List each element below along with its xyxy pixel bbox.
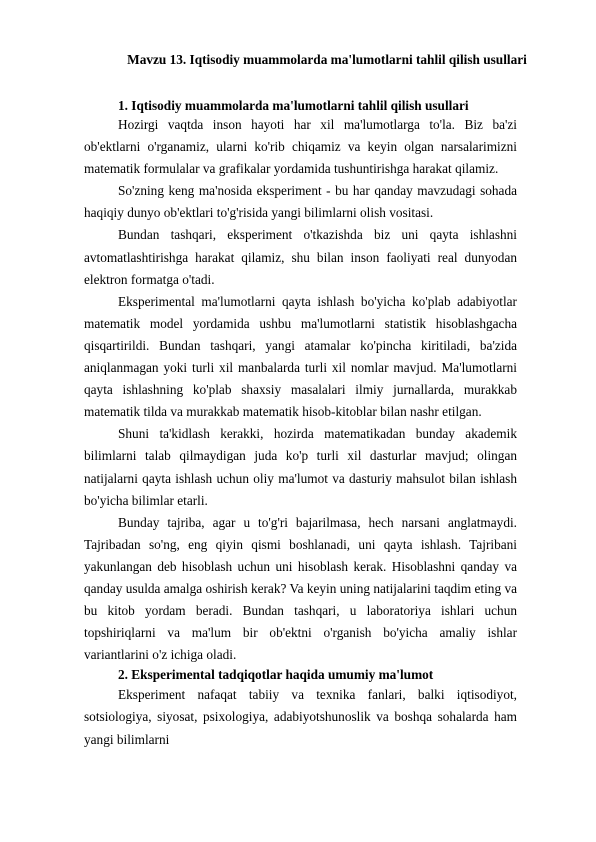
section-heading-1: 1. Iqtisodiy muammolarda ma'lumotlarni tahlil qilish usullari [118, 98, 469, 113]
section-heading-2: 2. Eksperimental tadqiqotlar haqida umumiy ma'lumot [118, 667, 434, 683]
paragraph: Hozirgi vaqtda inson hayoti har xil ma'lumotlarga to'la. Biz ba'zi ob'ektlarni o'rganamiz, ularni ko'rib chiqamiz va keyin olgan narsalarimizni matematik formulalar va grafikalar yordamida tushuntirishga harakat qilamiz. [84, 117, 517, 177]
paragraph: Bunday tajriba, agar u to'g'ri bajarilmasa, hech narsani anglatmaydi. Tajribadan so'ng, eng qiyin qismi boshlanadi, uni qayta ishlash. Tajribani yakunlangan deb hisoblash uchun uni hisoblash kerak. Hisoblashni qanday va qanday usulda amalga oshirish kerak? Va keyin uning natijalarini taqdim eting va bu kitob yordam beradi. Bundan tashqari, u laboratoriya ishlari uchun topshiriqlarni va ma'lum bir ob'ektni o'rganish bo'yicha amaliy ishlar variantlarini o'z ichiga oladi. [84, 514, 517, 663]
paragraph: Eksperiment nafaqat tabiiy va texnika fanlari, balki iqtisodiyot, sotsiologiya, siyosat, psixologiya, adabiyotshunoslik va boshqa sohalarda ham yangi bilimlarni [84, 687, 517, 747]
paragraph: Eksperimental ma'lumotlarni qayta ishlash bo'yicha ko'plab adabiyotlar matematik model yordamida ushbu ma'lumotlarni statistik hisoblashgacha qisqartirildi. Bundan tashqari, yangi atamalar ko'pincha kiritiladi, ba'zida aniqlanmagan yoki turli xil manbalarda turli xil nomlar mavjud. Ma'lumotlarni qayta ishlashning ko'plab shaxsiy masalalari ilmiy jurnallarda, murakkab matematik tilda va murakkab matematik hisob-kitoblar bilan nashr etilgan. [84, 293, 517, 420]
document-title: Mavzu 13. Iqtisodiy muammolarda ma'lumotlarni tahlil qilish usullari [127, 52, 527, 67]
paragraph: Shuni ta'kidlash kerakki, hozirda matematikadan bunday akademik bilimlarni talab qilmaydigan juda ko'p turli xil dasturlar mavjud; olingan natijalarni qayta ishlash uchun oliy ma'lumot va dasturiy mahsulot bilan ishlash bo'yicha bilimlar etarli. [84, 426, 517, 508]
paragraph: Bundan tashqari, eksperiment o'tkazishda biz uni qayta ishlashni avtomatlashtirishga harakat qilamiz, shu bilan inson faoliyati real dunyodan elektron formatga o'tadi. [84, 227, 517, 287]
document-body [84, 97, 517, 751]
paragraph: So'zning keng ma'nosida eksperiment - bu har qanday mavzudagi sohada haqiqiy dunyo ob'ektlari to'g'risida yangi bilimlarni olish vositasi. [84, 183, 517, 221]
